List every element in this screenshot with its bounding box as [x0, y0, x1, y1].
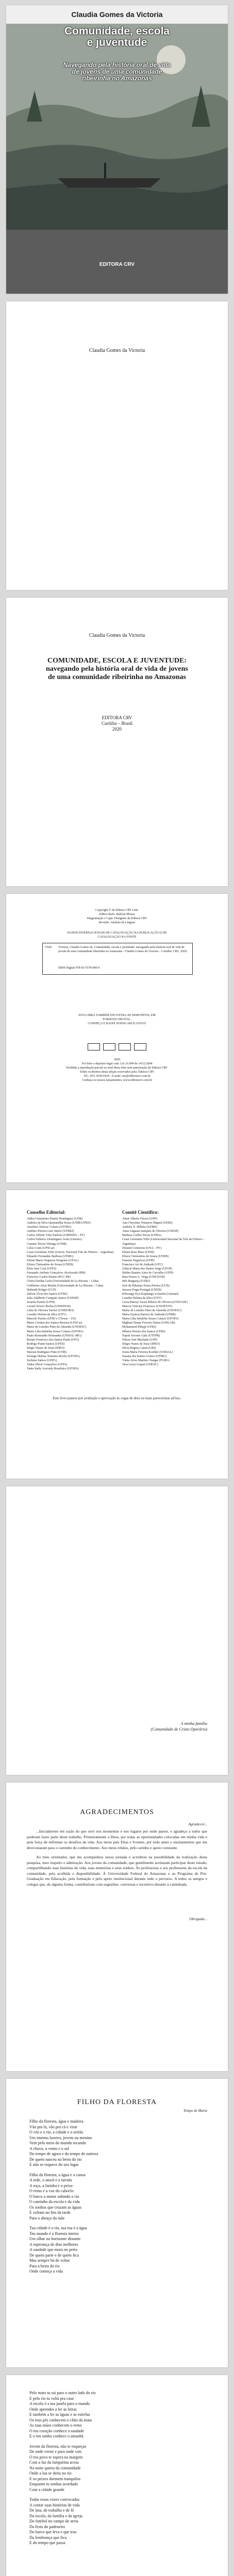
board-member: Lídia de Oliveira Xavier (UNIEURO) — [27, 1309, 74, 1313]
poem-line: A rede, o anzol e a tarrafa — [29, 2178, 72, 2182]
poem-line: O teu povo te espera na margem — [29, 2454, 83, 2460]
board-right-title: Comitê Científico: — [122, 1210, 159, 1215]
cover-title-line: e juventude — [87, 37, 147, 48]
title-page-imprint — [6, 715, 228, 732]
poem-line: E pelo rio tu volta pra casa — [29, 2396, 74, 2401]
acknowledgements-signature: Obrigada... — [189, 1917, 207, 1921]
board-member: Élsio José Corá (UFFS) — [27, 1267, 57, 1271]
board-member: Josania Portela (UFPI) — [27, 1300, 55, 1304]
poem-line: Os sonhos que cruzam as águas — [29, 2205, 82, 2210]
board-member: Diosnel Centurion (UNA – PY) — [122, 1246, 161, 1250]
isbn: ISBN Digital 978-65-5578-000-0 — [58, 967, 100, 970]
poem-line: E também a ler as águas e as estrelas — [29, 2412, 90, 2417]
partner-logo — [88, 1043, 100, 1050]
poem-line: Da escola, da família e da igreja — [29, 2513, 82, 2518]
poem-line: Os teus pés conhecem o chão da mata — [29, 2417, 92, 2422]
title-line: COMUNIDADE, ESCOLA E JUVENTUDE: — [47, 657, 187, 665]
board-member: Helmuth Krüger (UCP) — [27, 1288, 56, 1292]
board-member: Barbara Coelho Neves (UFBA) — [122, 1234, 161, 1238]
board-footer: Este livro passou por avaliação e aprovação às cegas de dois ou mais pareceristas ad hoc. — [53, 1396, 181, 1400]
cover-subtitle — [50, 62, 184, 82]
legal-contact: Tel.: (41) 3039-6418 - E-mail: sac@editoracrv.com.br — [83, 1075, 151, 1078]
publication-year: 2020 — [112, 726, 122, 732]
board-member: Lourdes Helena da Silva (UFV) — [27, 1313, 66, 1317]
publisher-city: Curitiba – Brasil — [102, 721, 132, 726]
publisher-logo: EDITORA CRV — [99, 262, 135, 267]
board-member: Elizeu Clementino de Souza (UNEB) — [27, 1263, 73, 1267]
poem-line: Com a luz da lamparina acesa — [29, 2460, 79, 2465]
board-member: Carlos Federico Dominguez Avila (Unieuro) — [27, 1238, 82, 1242]
stanza-gap — [29, 2439, 215, 2444]
poem-line: Um olhar no horizonte distante — [29, 2236, 81, 2241]
credit-line: Revisão: Analista de Línguas — [98, 921, 136, 924]
board-member: Maria Lília Imbiriba Sousa Colares (UFOPA) — [27, 1330, 83, 1333]
board-member: Carlos Alberto Vilar Estêvão (UMINHO – PT) — [27, 1234, 85, 1238]
board-left-list — [27, 1217, 120, 1371]
cover-title-line: Comunidade, escola — [64, 25, 170, 37]
board-member: Francisco Ari de Andrade (UFC) — [122, 1263, 163, 1267]
board-member: Eliane Rose Maio (UEM) — [122, 1250, 154, 1254]
board-member: Francisco Carlos Duarte (PUC-PR) — [27, 1276, 71, 1279]
board-member: Leonel Severo Rocha (UNISINOS) — [27, 1304, 71, 1308]
board-member: Marcos Vinicius Francisco (UNOESTE) — [122, 1304, 173, 1308]
legal-year: 2020 — [114, 1058, 120, 1061]
partner-logo — [134, 1043, 146, 1050]
board-member: Lourdes Helena da Silva (UFV) — [122, 1296, 162, 1300]
board-member: Gloria Fariñas León (Universidade de La Havana – Cuba) — [27, 1280, 99, 1283]
acknowledgements-paragraph: Ao meu orientador, que me acompanhou nessa jornada e acreditou na possibilidade da realização desta pesquisa, meu respeito e admiração. Aos jovens da comunidade, que gentilmente aceitaram participar deste estudo, compartilhando suas histórias de vida, suas memórias e seus sonhos. Às professoras e aos professores da escola da comunidade, pela acolhida e disponibilidade. À Universidade Federal do Amazonas e ao Programa de Pós-Graduação em Educação, pela formação e pelo apoio institucional durante todo o percurso. A todos os amigos e colegas que, de alguma forma, contribuíram com sugestões, conversas e incentivo durante a caminhada. — [27, 1855, 207, 1887]
digital-notice-line: ESTA OBRA TAMBÉM ENCONTRA-SE DISPONÍVEL EM — [78, 1014, 156, 1017]
board-member: Míghian Danae Ferreira Nunes (UNILAB) — [122, 1321, 175, 1325]
board-member: Elizeu Clementino de Souza (UNEB) — [122, 1255, 169, 1258]
poem-line: O remo e a voz do caboclo — [29, 2189, 74, 2193]
digital-notice-line: FORMATO DIGITAL. — [103, 1018, 131, 1021]
poem-line: A esperança de dias melhores — [29, 2242, 78, 2247]
poem-line: Teu mundo é a floresta inteira — [29, 2231, 79, 2236]
poem-line: As tuas mãos conhecem o remo — [29, 2423, 82, 2428]
poem-line: De luta, de trabalho e de fé — [29, 2508, 74, 2513]
board-member: Paulo Romualdo Hernandes (UNIFAL-MG) — [27, 1334, 82, 1337]
cover-illustration — [6, 24, 228, 230]
credit-line: Editor-chefe: Railson Moura — [99, 913, 135, 916]
board-member: Maria Cristina dos Santos Bezerra (UFSCar) — [27, 1321, 82, 1325]
board-member: Carmen Tereza Velanga (UNIR) — [27, 1242, 67, 1246]
poem-line: Mas sempre há de voltar — [29, 2258, 70, 2263]
poem-line: Filho da floresta, a água e a canoa — [29, 2172, 86, 2177]
board-member: Ilma Passos A. Veiga (UNICEUB) — [122, 1276, 165, 1279]
board-member: Suzana dos Santos Gomes (UFMG) — [122, 1355, 166, 1359]
poem-line: Onde a lua se deita no rio — [29, 2471, 72, 2476]
cover-subtitle-line: Navegando pela história oral de vida — [63, 61, 171, 69]
board-member: Mônica Pereira dos Santos (UFRJ) — [122, 1330, 165, 1333]
board-member: Marcelo Paixão (UFRJ e UTexas – US) — [27, 1317, 76, 1321]
board-member: Tadeu Oliver Gonçalves (UFPA) — [27, 1363, 68, 1367]
acknowledgements-epigraph: Agradecer... — [188, 1822, 207, 1826]
poem-line: Vem pelo meio do mundo tocando — [29, 2141, 86, 2145]
board-member: Anna Augusta Sampaio de Oliveira (UNESP) — [122, 1230, 179, 1233]
poem-line: Filho da floresta, água e madeira — [29, 2119, 83, 2124]
stanza-gap — [29, 2493, 215, 2497]
poem-line: Para o abraço da mãe — [29, 2215, 65, 2221]
board-member: José de Ribamar Sousa Pereira (UCB) — [122, 1284, 170, 1287]
poem-line: E os peixes dormem tranquilos — [29, 2476, 81, 2481]
half-title-author: Claudia Gomes da Victoria — [89, 348, 145, 353]
board-member: Mohammed Elhajji (UFRJ) — [122, 1326, 156, 1329]
cover-subtitle-line: ribeirinha no Amazonas — [82, 75, 152, 82]
poem-line: A contar suas histórias de vida — [29, 2502, 80, 2507]
poem-line: Da festa do padroeiro — [29, 2524, 65, 2529]
copyright-page — [6, 894, 228, 1182]
poem-line: A roça, a farinha e o peixe — [29, 2183, 73, 2188]
board-member: Maria Eurácia Barreto de Andrade (UFRB) — [122, 1313, 176, 1317]
board-member: Najela Tavares Ujiie (UTFPR) — [122, 1334, 160, 1337]
editorial-board-page — [6, 1190, 228, 1479]
dedication-line: A minha família — [180, 1721, 207, 1726]
cip-code: V643 — [45, 946, 52, 949]
board-member: Lucia Marisy Souza Ribeiro de Oliveira (UNIVASF) — [122, 1300, 188, 1304]
board-member: Sydione Santos (UEPG) — [27, 1359, 57, 1363]
board-member: Fauston Negreiros (UFPI) — [122, 1259, 155, 1262]
digital-notice — [32, 1013, 202, 1026]
stanza-gap — [29, 2221, 215, 2226]
board-member: Renato Francisco dos Santos Paula (UFG) — [27, 1338, 79, 1342]
stanza-gap — [29, 2168, 215, 2173]
legal-site: Conheça os nossos lançamentos: www.editoracrv.com.br — [81, 1079, 153, 1082]
board-member: Rodrigo Pratte-Santos (UFES) — [27, 1342, 65, 1346]
board-member: Maria de Lourdes Pinto de Almeida (UNOESC) — [27, 1326, 87, 1329]
board-left-title: Conselho Editorial: — [27, 1210, 66, 1215]
board-member: Cesar Gerónimo Tello (Universidad Nacional de Três de Febrero – Argentina) — [122, 1238, 205, 1246]
acknowledgements-text — [27, 1829, 207, 1891]
poem-line: Da lembrança que fica — [29, 2535, 67, 2540]
cip-record: Victoria, Claudia Gomes da. Comunidade, escola e juventude: navegando pela história oral de vida de jovens de uma comunidade ribeirinha no Amazonas / Claudia Gomes da Victoria – Curitiba: CRV, 2020. — [58, 946, 188, 953]
cip-subtitle: CATALOGAÇÃO NA FONTE — [97, 936, 137, 939]
poem-line: Do barco que leva e que traz — [29, 2530, 77, 2534]
cip-heading — [32, 931, 202, 939]
board-member: Altair Alberto Fávero (UPF) — [122, 1217, 158, 1221]
board-member: Celso Conti (UFSCar) — [27, 1246, 55, 1250]
board-member: Maria de Lourdes Pinto de Almeida (UNOESC) — [122, 1309, 182, 1313]
legal-address: Todos os direitos desta edição reservados pela: Editora CRV — [79, 1071, 155, 1074]
board-member: Vânia Alves Martins Chaigar (FURG) — [122, 1359, 170, 1363]
credit-line: Diagramação e Capa: Designers da Editora CRV — [87, 917, 147, 920]
board-member: Jailson Alves dos Santos (UFRJ) — [27, 1292, 68, 1296]
cover-title — [37, 26, 197, 48]
acknowledgements-title: AGRADECIMENTOS — [80, 1808, 154, 1816]
board-member: Elione Maria Nogueira Diogenes (UFAL) — [27, 1259, 79, 1262]
poem-line: Jovem da floresta, não te esqueças — [29, 2444, 87, 2449]
poem-line: E do tempo que passa — [29, 2540, 65, 2545]
cip-title: DADOS INTERNACIONAIS DE CATALOGAÇÃO NA PUBLICAÇÃO (CIP) — [67, 931, 167, 935]
poem-line: O barco a motor subindo o rio — [29, 2194, 79, 2199]
poem-line: O teu coração conhece a saudade — [29, 2428, 84, 2433]
copyright-line: Copyright © da Editora CRV Ltda. — [95, 909, 139, 912]
board-member: Solange Helena Ximenes-Rocha (UFOPA) — [27, 1355, 80, 1359]
poem-title: FILHO DA FLORESTA — [77, 2098, 157, 2106]
board-member: Ana Chrystina Venancio Mignot (UERJ) — [122, 1222, 173, 1225]
board-member: Anselmo Alencar Colares (UFOPA) — [27, 1226, 72, 1229]
dedication — [109, 1721, 207, 1732]
acknowledgements-page — [6, 1783, 228, 2071]
board-member: Aldira Guimarães Duarte Domínguez (UNB) — [27, 1217, 83, 1221]
cover-page — [6, 5, 228, 294]
legal-notice — [32, 1058, 202, 1082]
board-member: Silvia Regina Canan (URI) — [122, 1346, 156, 1350]
poem-body — [29, 2119, 215, 2275]
board-member: Maria Lília Imbiriba Sousa Colares (UFOPA) — [122, 1317, 179, 1321]
board-member: Inês Bragança (UERJ) — [122, 1280, 150, 1283]
board-member: Nilson José Machado (USP) — [122, 1338, 158, 1342]
poem-line: Com a cidade grande — [29, 2487, 64, 2492]
poem-line: Todas essas vozes convocadas — [29, 2497, 79, 2502]
poem-line: A saudade que mora no peito — [29, 2247, 78, 2252]
publisher-name: EDITORA CRV — [102, 715, 132, 720]
board-member: Antônio Pereira Gaio Júnior (UFRRJ) — [27, 1230, 74, 1233]
poem-line: Do futebol no campo de areia — [29, 2519, 78, 2523]
board-member: Sérgio Nunes de Jesus (IFRO) — [122, 1342, 160, 1346]
board-member: Helder Buenos Aires de Carvalho (UFPI) — [122, 1272, 174, 1275]
poem-line: A chuva, o vento e o sol — [29, 2146, 70, 2151]
board-member: João Adalberto Campato Junior (UNESP) — [27, 1296, 79, 1300]
title-page-title — [27, 657, 207, 682]
board-member: Simone Rodrigues Pinto (UNB) — [27, 1351, 66, 1354]
poem-body — [29, 2391, 215, 2546]
poem-line: Um imenso luzeiro, jovem ou menino — [29, 2135, 92, 2140]
board-right-list — [122, 1217, 215, 1367]
cip-box — [42, 943, 193, 975]
poem-line: Onde aprendes a ler as letras — [29, 2406, 77, 2412]
poem-line: Na noite quieta da comunidade — [29, 2465, 81, 2470]
poem-line: Onde começa a vida — [29, 2269, 63, 2274]
poem-line: De quem parte e de quem fica — [29, 2252, 79, 2258]
legal-deposit: Foi feito o depósito legal conf. Lei 10.994 de 14/12/2004 — [81, 1062, 153, 1065]
half-title-page — [6, 301, 228, 590]
poem-line: O céu e o rio, a cidade e o sertão — [29, 2130, 83, 2134]
cover-subtitle-line: de jovens de uma comunidade — [72, 68, 162, 75]
poem-line: De onde vieste e para onde vais — [29, 2449, 82, 2454]
title-line: navegando pela história oral de vida de jovens — [46, 665, 188, 673]
partner-logo — [119, 1043, 131, 1050]
poem-page — [6, 2079, 228, 2367]
board-member: Tania Suely Azevedo Brasileiro (UFOPA) — [27, 1367, 79, 1371]
poem-page-continued — [6, 2375, 228, 2576]
poem-line: O caminho da escola e da vida — [29, 2199, 80, 2204]
partner-logo — [103, 1043, 115, 1050]
legal-prohibition: Proibida a reprodução parcial ou total desta obra sem autorização da Editora CRV — [66, 1066, 168, 1070]
board-member: Fernando Antônio Gonçalves Alcoforado (IPB) — [27, 1272, 86, 1275]
poem-line: A escola é a tua janela para o mundo — [29, 2401, 90, 2406]
title-page-author: Claudia Gomes da Victoria — [89, 633, 145, 638]
board-member: Jussara Fraga Portugal (UNEB) — [122, 1288, 162, 1292]
board-member: Kilwangy Kya Kapitango-a-Samba (Unemat) — [122, 1292, 179, 1296]
board-member: Andréia N. Militão (UEMS) — [122, 1226, 157, 1229]
partner-logos — [6, 1043, 228, 1050]
poem-line: Do tempo de agora e do tempo de outrora — [29, 2151, 98, 2156]
board-member: Eduardo Fernandes Barbosa (UFMG) — [27, 1255, 74, 1258]
board-member: Guillermo Arias Beatón (Universidade de La Havana – Cuba) — [27, 1284, 104, 1287]
poem-line: Vão pra lá, vão pra cá e virar — [29, 2124, 77, 2129]
title-line: de uma comunidade ribeirinha no Amazonas — [48, 673, 186, 681]
board-member: Cesar Gerónimo Tello (Univer. Nacional Três de Febrero – Argentina) — [27, 1250, 114, 1254]
dedication-page — [6, 1486, 228, 1775]
poem-attribution: Tempo de Maria — [183, 2109, 207, 2113]
dedication-line: (Comunidade de Cristo Operário) — [151, 1727, 207, 1732]
board-member: Sérgio Nunes de Jesus (IFRO) — [27, 1346, 64, 1350]
board-member: Vera Lucia Gaspar (UDESC) — [122, 1363, 158, 1367]
poem-line: De quem nasceu na beira do rio — [29, 2157, 82, 2162]
cover-author: Claudia Gomes da Victoria — [71, 10, 163, 19]
poem-line: Para a beira do rio — [29, 2263, 60, 2268]
board-member: Gláucia Maria dos Santos Jorge (UFOP) — [122, 1267, 173, 1271]
title-page — [6, 598, 228, 886]
poem-line: Tua cidade é o rio, tua rua é a água — [29, 2226, 87, 2230]
board-member: Sonia Maria Ferreira Koehler (UNISAL) — [122, 1351, 173, 1354]
digital-notice-line: CONHEÇA E BAIXE NOSSO APLICATIVO! — [88, 1022, 146, 1025]
poem-line: Pelo mato tu sai para o outro lado do rio — [29, 2391, 96, 2395]
board-member: Andréia da Silva Quintanilha Sousa (UNIR/UFRN) — [27, 1222, 91, 1225]
poem-line: E não se esquece do seu lugar — [29, 2162, 79, 2167]
acknowledgements-paragraph: ...Inicialmente em razão do que ouvi nos momentos e nos lugares por onde passei, e agradeço a todos que puderam fazer parte deste trabalho. Primeiramente a Deus, por todas as oportunidades colocadas em minha vida e pela força de enfrentar os desafios da vida. Aos meus pais Elias e Ivonete, por todo amor e ensinamentos que me direcionaram para o caminho do conhecimento. Aos meus irmãos, pelo carinho e apoio constante. — [27, 1829, 207, 1850]
poem-line: Enquanto tu sonhas acordado — [29, 2482, 78, 2486]
copyright-credits — [32, 908, 202, 925]
poem-line: E voltam no fim da tarde — [29, 2210, 71, 2215]
poem-line: E o teu sonho conhece o amanhã — [29, 2434, 83, 2438]
